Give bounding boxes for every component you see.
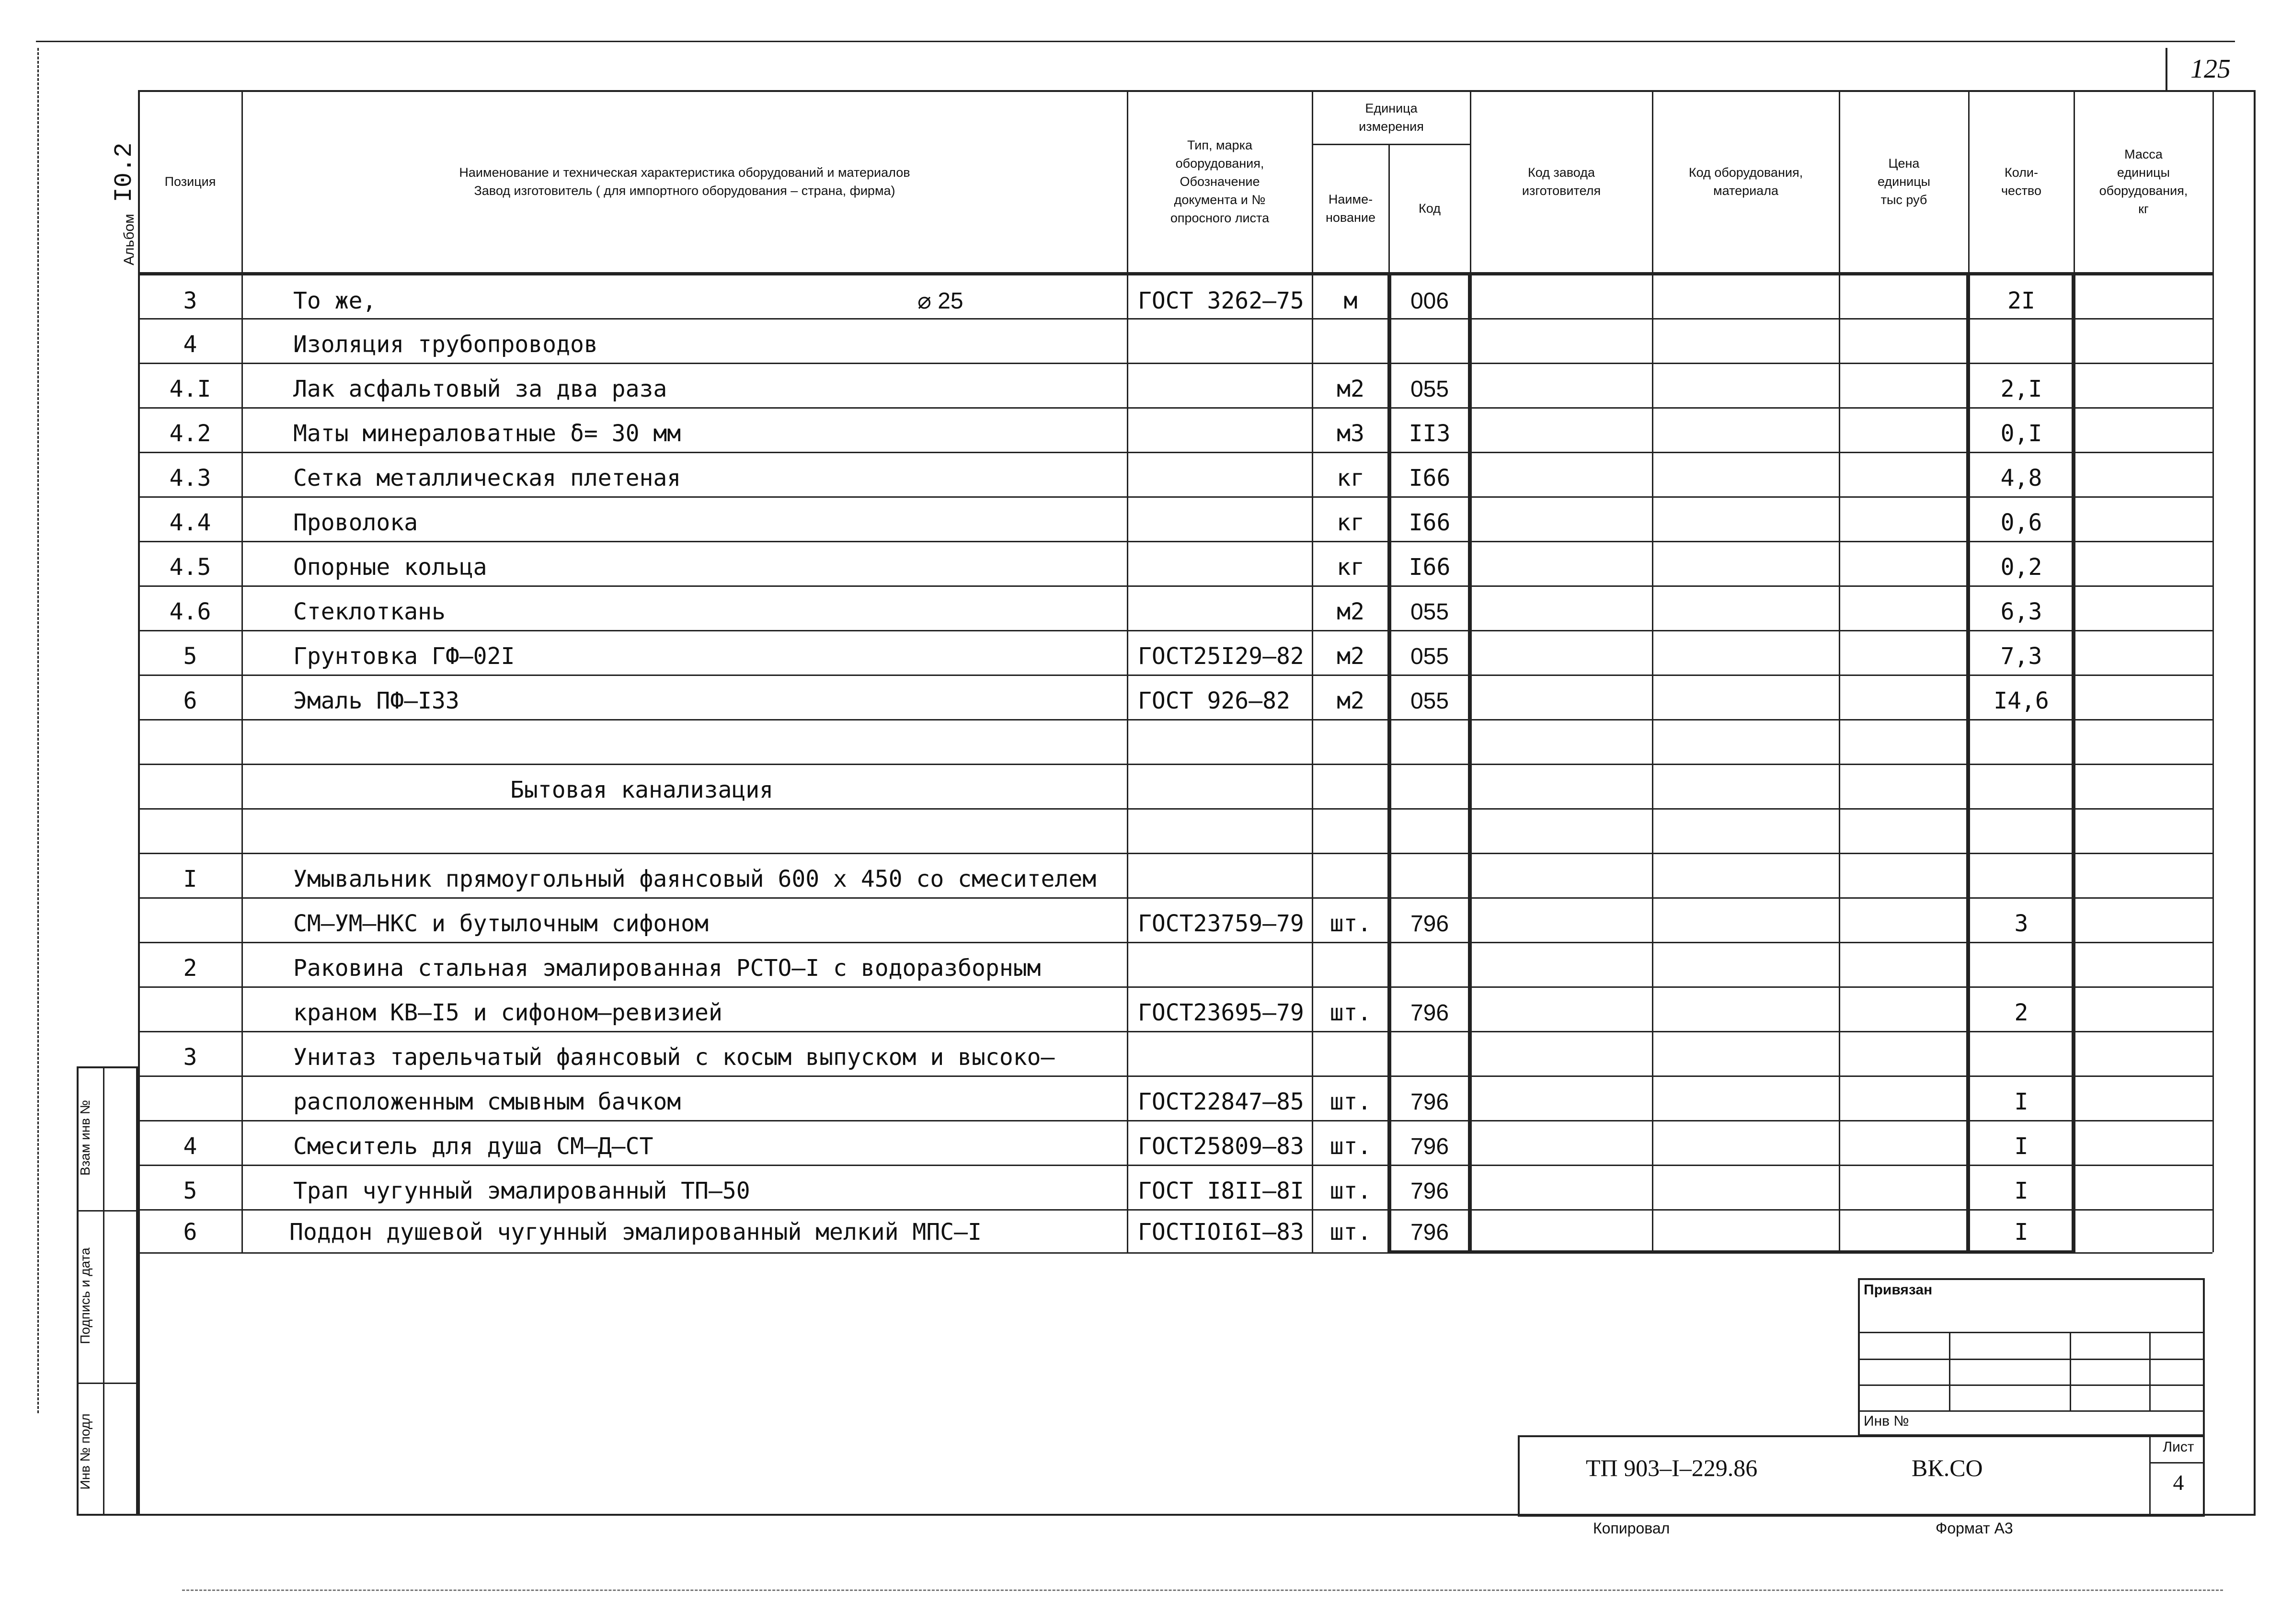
- row-code: 796: [1410, 1219, 1449, 1245]
- header-mass: Масса единицы оборудования, кг: [2099, 147, 2188, 216]
- row-code: I66: [1409, 509, 1451, 536]
- row-unit: шт.: [1329, 1178, 1372, 1204]
- row-name: Смеситель для душа СМ–Д–СТ: [293, 1133, 653, 1160]
- row-name: Стеклоткань: [293, 598, 446, 625]
- side-stamp-replaces-inv: Взам инв №: [78, 1100, 92, 1176]
- row-type: ГОСТ23695–79: [1138, 999, 1304, 1026]
- row-quantity: I: [2014, 1088, 2028, 1115]
- row-position: 6: [183, 1219, 197, 1246]
- col-line: [2212, 90, 2214, 1252]
- row-code: 006: [1410, 288, 1449, 314]
- row-code: 055: [1410, 599, 1449, 625]
- row-type: ГОСТ23759–79: [1138, 910, 1304, 937]
- doc-code: ТП 903–I–229.86: [1586, 1454, 1758, 1481]
- side-stamp-signature-date: Подпись и дата: [78, 1247, 92, 1344]
- row-name: расположенным смывным бачком: [293, 1088, 681, 1115]
- row-type: ГОСТ I8II–8I: [1138, 1178, 1304, 1204]
- row-position: 2: [183, 955, 197, 982]
- page-number: 125: [2190, 54, 2231, 84]
- header-position: Позиция: [164, 174, 216, 189]
- row-quantity: I: [2014, 1219, 2028, 1246]
- row-code: I66: [1409, 465, 1451, 492]
- row-name: краном КВ–I5 и сифоном–ревизией: [293, 999, 722, 1026]
- row-position: 4.3: [169, 465, 211, 492]
- row-type: ГОСТIOI6I–83: [1138, 1219, 1304, 1246]
- side-stamp-divider: [77, 1210, 138, 1212]
- album-code: I0.2: [110, 142, 138, 203]
- sheet-code: ВК.СО: [1912, 1454, 1983, 1481]
- row-name: Проволока: [293, 509, 418, 536]
- row-code: 796: [1410, 1178, 1449, 1204]
- row-quantity: 2I: [2007, 287, 2035, 314]
- row-name: Раковина стальная эмалированная РСТО–I с водоразборным: [293, 955, 1041, 982]
- linked-grid-line: [1858, 1332, 2205, 1333]
- row-quantity: 4,8: [2000, 465, 2042, 492]
- row-type: ГОСТ 3262–75: [1138, 287, 1304, 314]
- row-code: 055: [1410, 688, 1449, 714]
- row-position: 4.6: [169, 598, 211, 625]
- linked-grid-col: [2149, 1332, 2151, 1410]
- row-quantity: I4,6: [1994, 687, 2049, 714]
- row-line: [138, 808, 2212, 810]
- row-code: 796: [1410, 1133, 1449, 1159]
- row-quantity: 0,2: [2000, 554, 2042, 581]
- row-unit: м2: [1337, 643, 1364, 670]
- row-name: Трап чугунный эмалированный ТП–50: [293, 1178, 750, 1204]
- row-unit: кг: [1337, 554, 1364, 581]
- row-name: Эмаль ПФ–I33: [293, 687, 459, 714]
- row-quantity: 2: [2014, 999, 2028, 1026]
- row-code: I66: [1409, 554, 1451, 581]
- side-stamp-inv-no-orig: Инв № подл: [78, 1413, 92, 1490]
- row-line: [138, 764, 2212, 765]
- linked-label: Привязан: [1864, 1282, 1933, 1298]
- row-name: Изоляция трубопроводов: [293, 331, 598, 358]
- diameter-note: ⌀ 25: [917, 288, 963, 314]
- row-position: 4: [183, 1133, 197, 1160]
- inv-label: Инв №: [1864, 1413, 1909, 1429]
- row-line: [138, 630, 2212, 631]
- row-unit: м: [1343, 287, 1358, 314]
- row-line: [138, 541, 2212, 542]
- row-unit: шт.: [1329, 1133, 1372, 1160]
- header-unit-group: Единица измерения: [1359, 101, 1424, 134]
- row-code: II3: [1409, 420, 1451, 447]
- frame-left-edge: [37, 48, 39, 1413]
- header-quantity: Коли- чество: [2001, 165, 2041, 198]
- row-unit: шт.: [1329, 1219, 1372, 1246]
- row-position: 5: [183, 643, 197, 670]
- album-label: Альбом: [121, 214, 137, 265]
- page-number-box: [2166, 48, 2254, 92]
- row-name: СМ–УМ–НКС и бутылочным сифоном: [293, 910, 709, 937]
- row-unit: м3: [1337, 420, 1364, 447]
- format-label: Формат А3: [1936, 1520, 2013, 1537]
- sheet-number: 4: [2173, 1470, 2184, 1495]
- header-type: Тип, марка оборудования, Обозначение документа и № опросного листа: [1170, 138, 1270, 225]
- row-type: ГОСТ25I29–82: [1138, 643, 1304, 670]
- row-name: Поддон душевой чугунный эмалированный мелкий МПС–I: [289, 1219, 982, 1246]
- row-quantity: 2,I: [2000, 376, 2042, 402]
- bottom-scan-edge: [182, 1590, 2223, 1591]
- section-heading: Бытовая канализация: [510, 777, 774, 803]
- row-name: Лак асфальтовый за два раза: [293, 376, 667, 402]
- row-position: 4: [183, 331, 197, 358]
- row-unit: шт.: [1329, 1088, 1372, 1115]
- copied-by-label: Копировал: [1593, 1520, 1670, 1537]
- row-unit: м2: [1337, 687, 1364, 714]
- row-name: Унитаз тарельчатый фаянсовый с косым выпуском и высоко–: [293, 1044, 1055, 1071]
- linked-grid-col: [2070, 1332, 2071, 1410]
- row-code: 796: [1410, 1089, 1449, 1115]
- row-quantity: 0,I: [2000, 420, 2042, 447]
- row-quantity: 6,3: [2000, 598, 2042, 625]
- row-code: 796: [1410, 911, 1449, 937]
- row-unit: шт.: [1329, 910, 1372, 937]
- sheet-box-divider: [2149, 1435, 2151, 1517]
- linked-grid-col: [1949, 1332, 1950, 1410]
- linked-block: [1858, 1278, 2205, 1436]
- header-equipment-code: Код оборудования, материала: [1688, 165, 1803, 198]
- row-type: ГОСТ 926–82: [1138, 687, 1290, 714]
- sheet-label: Лист: [2163, 1439, 2194, 1455]
- row-code: 796: [1410, 1000, 1449, 1026]
- row-name: Грунтовка ГФ–02I: [293, 643, 515, 670]
- row-unit: шт.: [1329, 999, 1372, 1026]
- row-unit: м2: [1337, 598, 1364, 625]
- row-code: 055: [1410, 376, 1449, 402]
- row-position: 4.I: [169, 376, 211, 402]
- row-position: 3: [183, 1044, 197, 1071]
- header-price: Цена единицы тыс руб: [1877, 156, 1931, 207]
- side-stamp-col: [103, 1066, 104, 1516]
- row-unit: кг: [1337, 465, 1364, 492]
- row-position: 4.5: [169, 554, 211, 581]
- row-position: 6: [183, 687, 197, 714]
- row-quantity: 3: [2014, 910, 2028, 937]
- row-line: [138, 853, 2212, 854]
- row-position: 3: [183, 287, 197, 314]
- row-position: 4.2: [169, 420, 211, 447]
- row-position: I: [183, 866, 197, 892]
- row-position: 5: [183, 1178, 197, 1204]
- row-name: То же,: [293, 287, 377, 314]
- row-quantity: I: [2014, 1133, 2028, 1160]
- row-name: Сетка металлическая плетеная: [293, 465, 681, 492]
- linked-grid-line: [1858, 1410, 2205, 1412]
- header-unit-name: Наиме- нование: [1326, 192, 1375, 225]
- row-quantity: 7,3: [2000, 643, 2042, 670]
- header-bottom-line: [138, 272, 2212, 275]
- linked-grid-line: [1858, 1359, 2205, 1360]
- row-code: 055: [1410, 643, 1449, 669]
- row-name: Опорные кольца: [293, 554, 487, 581]
- sheet-box-divider: [2149, 1462, 2205, 1464]
- row-name: Маты минераловатные δ= 30 мм: [293, 420, 681, 447]
- row-quantity: 0,6: [2000, 509, 2042, 536]
- row-unit: м2: [1337, 376, 1364, 402]
- row-type: ГОСТ25809–83: [1138, 1133, 1304, 1160]
- side-stamp-divider: [77, 1383, 138, 1384]
- linked-grid-line: [1858, 1384, 2205, 1386]
- row-position: 4.4: [169, 509, 211, 536]
- header-unit-code: Код: [1419, 201, 1441, 216]
- header-name: Наименование и техническая характеристика оборудований и материалов Завод изготовитель ( для импортного оборудования – страна, фирма): [459, 165, 910, 198]
- row-unit: кг: [1337, 509, 1364, 536]
- row-quantity: I: [2014, 1178, 2028, 1204]
- frame-top-edge: [36, 41, 2235, 42]
- header-factory-code: Код завода изготовителя: [1522, 165, 1601, 198]
- row-name: Умывальник прямоугольный фаянсовый 600 х 450 со смесителем: [293, 866, 1097, 892]
- row-type: ГОСТ22847–85: [1138, 1088, 1304, 1115]
